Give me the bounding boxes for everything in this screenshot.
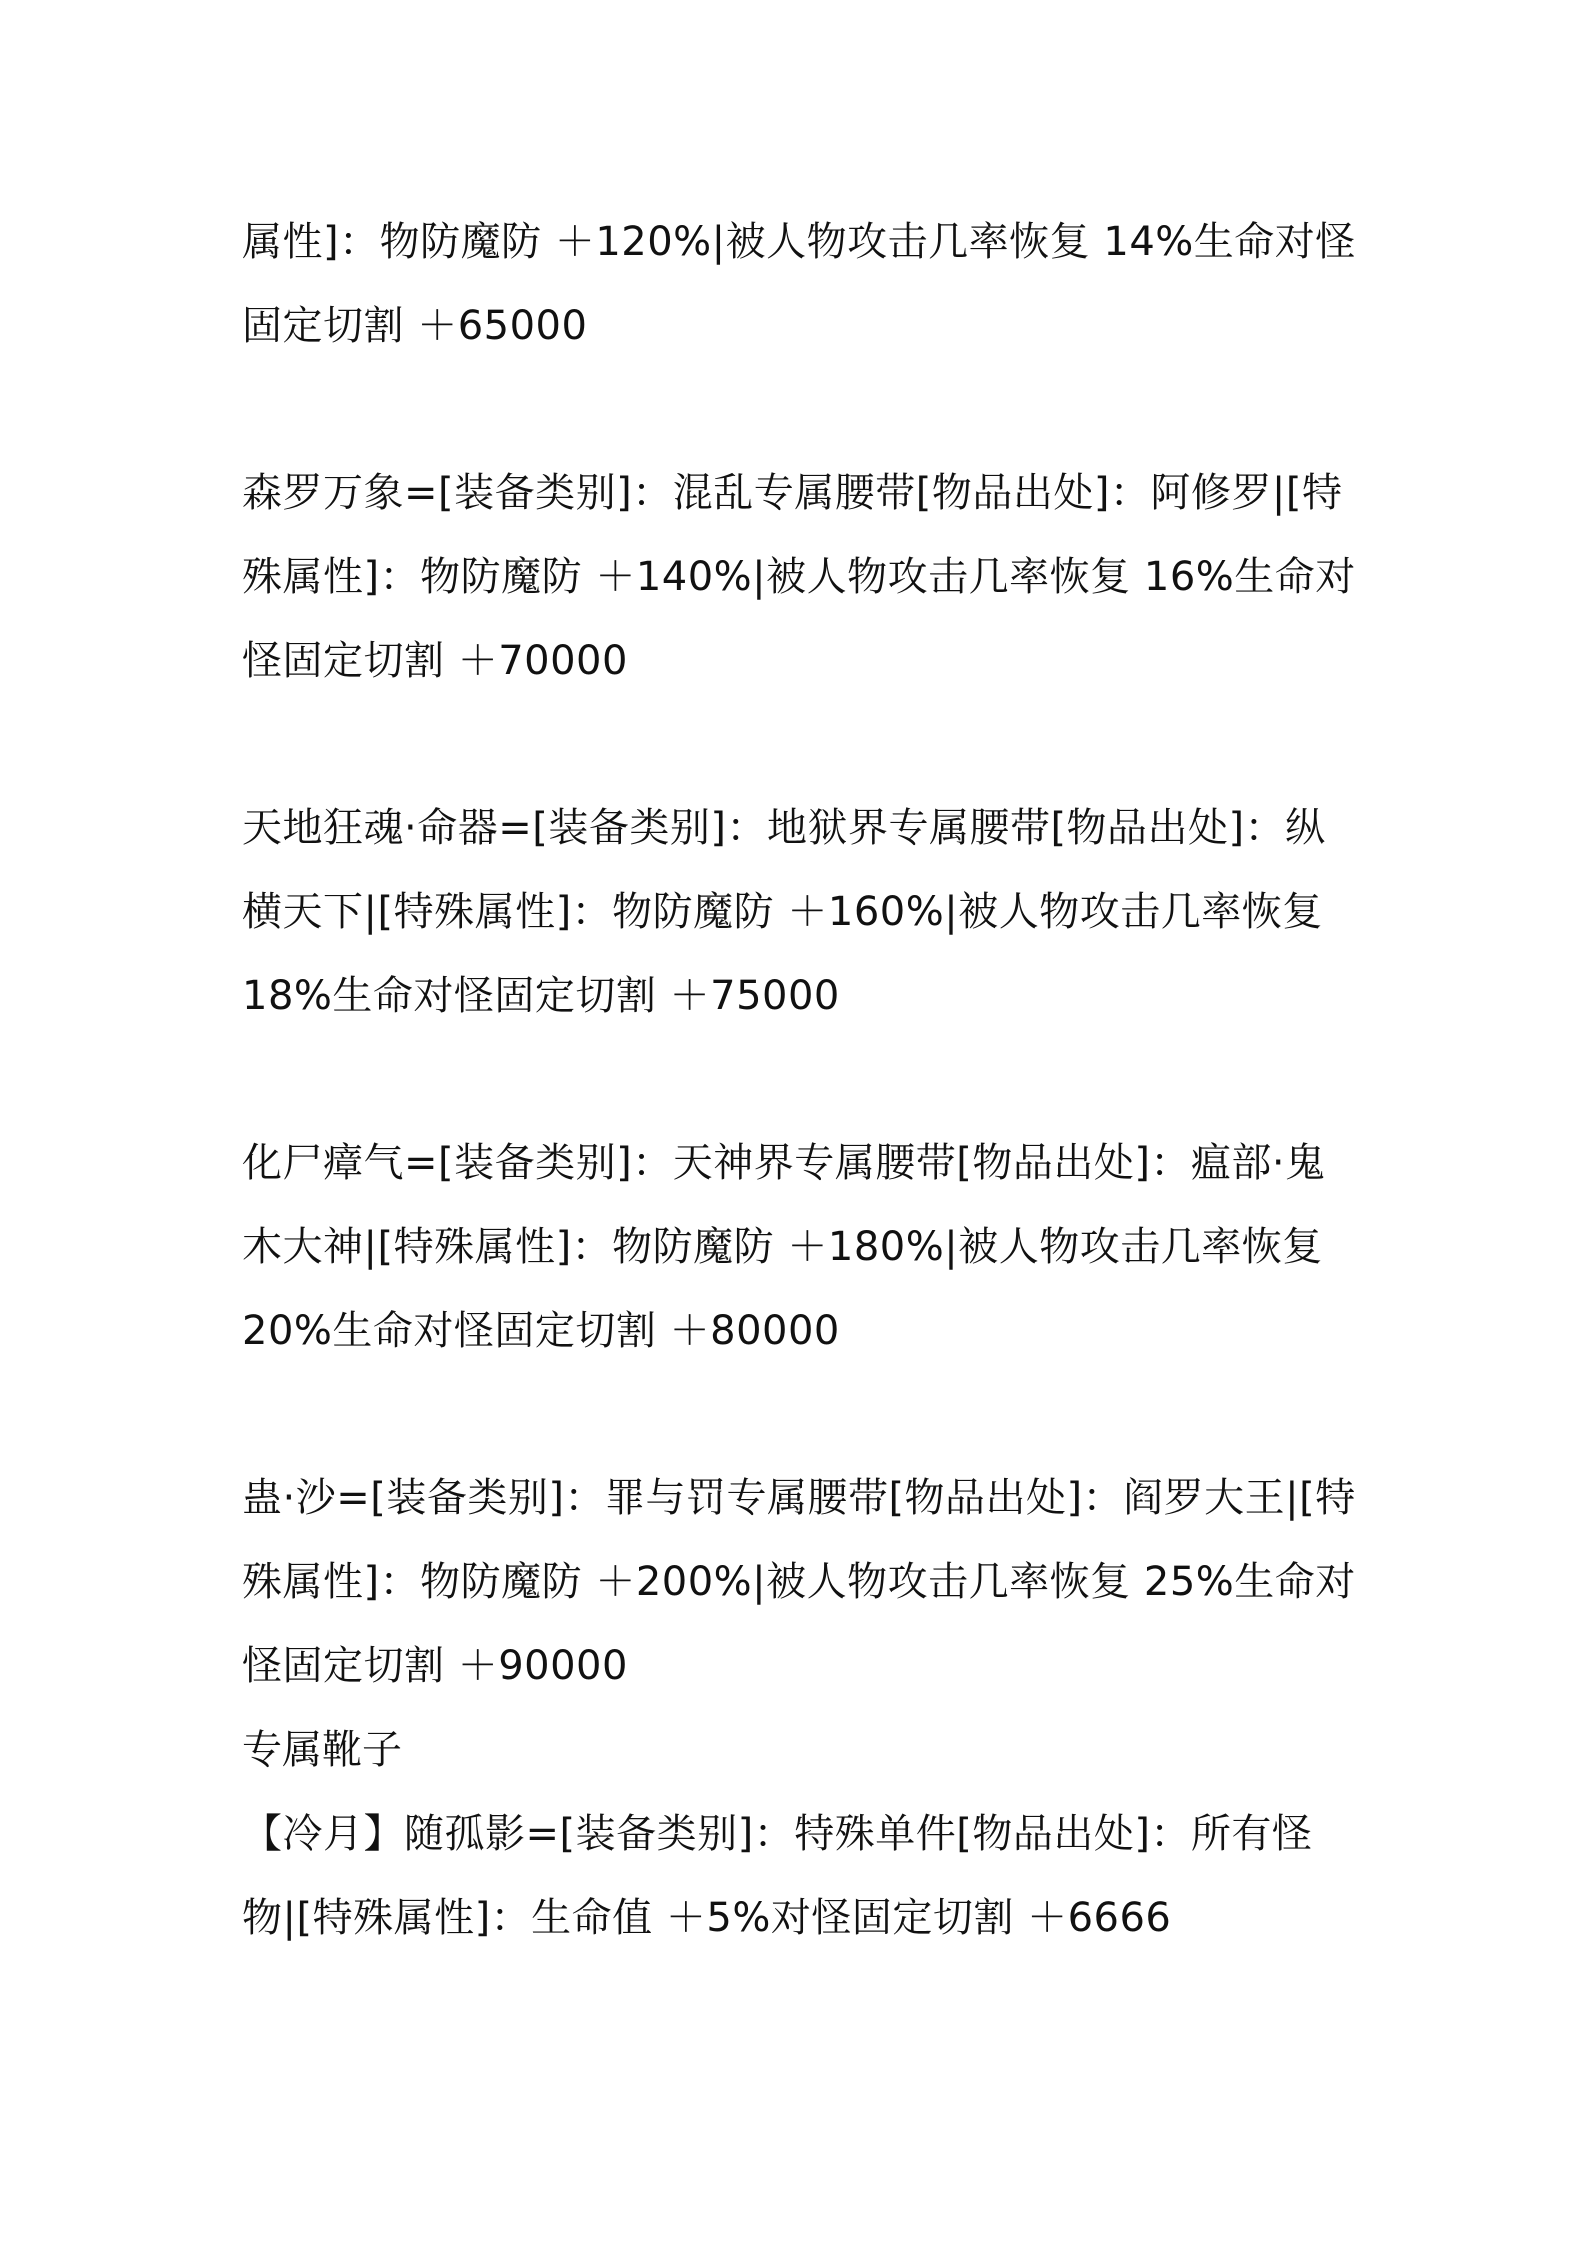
section-heading-boots: 专属靴子 — [242, 1727, 402, 1773]
paragraph-belt-continuation: 属性]：物防魔防 ＋120%|被人物攻击几率恢复 14%生命对怪固定切割 ＋65000 — [242, 219, 1356, 349]
paragraph-senluo-wanxiang: 森罗万象=[装备类别]：混乱专属腰带[物品出处]：阿修罗|[特殊属性]：物防魔防 ＋140%|被人物攻击几率恢复 16%生命对怪固定切割 ＋70000 — [242, 470, 1356, 684]
document-page — [242, 200, 1358, 1960]
paragraph-gu-sha: 蛊·沙=[装备类别]：罪与罚专属腰带[物品出处]：阎罗大王|[特殊属性]：物防魔防 ＋200%|被人物攻击几率恢复 25%生命对怪固定切割 ＋90000 — [242, 1475, 1356, 1689]
paragraph-huashi-zhangqi: 化尸瘴气=[装备类别]：天神界专属腰带[物品出处]：瘟部·鬼木大神|[特殊属性]：物防魔防 ＋180%|被人物攻击几率恢复 20%生命对怪固定切割 ＋80000 — [242, 1140, 1326, 1354]
paragraph-tiandi-kuanghun: 天地狂魂·命器=[装备类别]：地狱界专属腰带[物品出处]：纵横天下|[特殊属性]：物防魔防 ＋160%|被人物攻击几率恢复 18%生命对怪固定切割 ＋75000 — [242, 805, 1326, 1019]
paragraph-lengyue-suiguying: 【冷月】随孤影=[装备类别]：特殊单件[物品出处]：所有怪物|[特殊属性]：生命值 ＋5%对怪固定切割 ＋6666 — [242, 1811, 1313, 1941]
